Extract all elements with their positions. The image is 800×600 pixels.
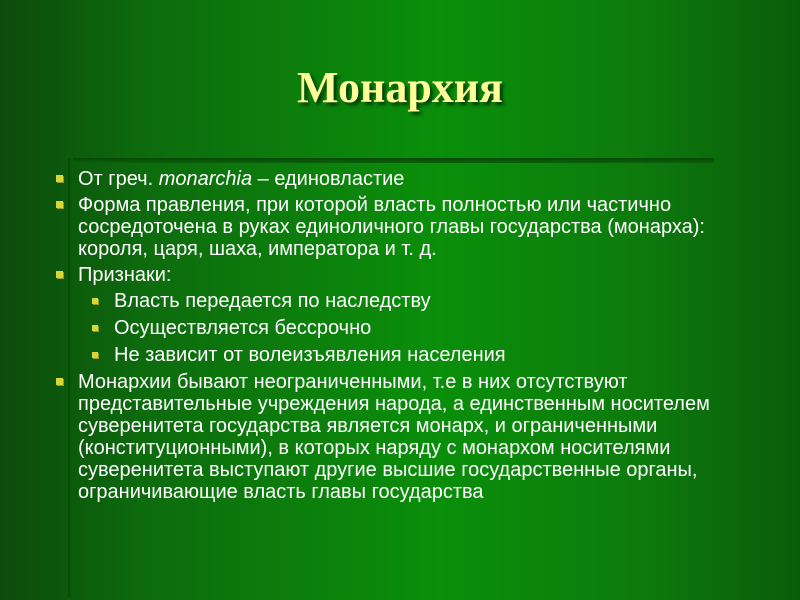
bullet-item-signs bbox=[52, 264, 772, 286]
sub-bullet-text: Не зависит от волеизъявления населения bbox=[114, 344, 506, 366]
sub-bullet-item bbox=[52, 317, 772, 339]
slide-body bbox=[52, 168, 772, 507]
bullet-item-definition bbox=[52, 194, 772, 260]
definition-text: Форма правления, при которой власть полностью или частично сосредоточена в руках единоличного главы государства (монарха): короля, царя, шаха, императора и т. д. bbox=[78, 194, 705, 260]
sub-bullet-item bbox=[52, 290, 772, 312]
square-bullet-icon bbox=[92, 325, 98, 331]
bullet-item-etymology bbox=[52, 168, 772, 190]
square-bullet-icon bbox=[92, 352, 98, 358]
etymology-prefix: От греч. bbox=[78, 168, 159, 190]
etymology-suffix: – единовластие bbox=[252, 168, 405, 190]
sub-bullet-text: Власть передается по наследству bbox=[114, 290, 431, 312]
signs-heading: Признаки: bbox=[78, 264, 172, 286]
slide-title: Монархия bbox=[297, 63, 503, 112]
bullet-item-types bbox=[52, 371, 772, 503]
square-bullet-icon bbox=[92, 298, 98, 304]
etymology-greek-term: monarchia bbox=[158, 168, 253, 190]
sub-bullet-text: Осуществляется бессрочно bbox=[114, 317, 372, 339]
square-bullet-icon bbox=[56, 175, 63, 182]
sub-bullet-item bbox=[52, 344, 772, 366]
square-bullet-icon bbox=[56, 201, 63, 208]
square-bullet-icon bbox=[56, 271, 63, 278]
types-text: Монархии бывают неограниченными, т.е в них отсутствуют представительные учреждения народа, а единственным носителем суверенитета государства является монарх, и ограниченными (конституционными), в которых наряду с монархом носителями суверенитета выступают другие высшие государственные органы, ограничивающие власть главы государства bbox=[78, 371, 710, 503]
decorative-divider-horizontal bbox=[68, 158, 714, 163]
square-bullet-icon bbox=[56, 378, 63, 385]
